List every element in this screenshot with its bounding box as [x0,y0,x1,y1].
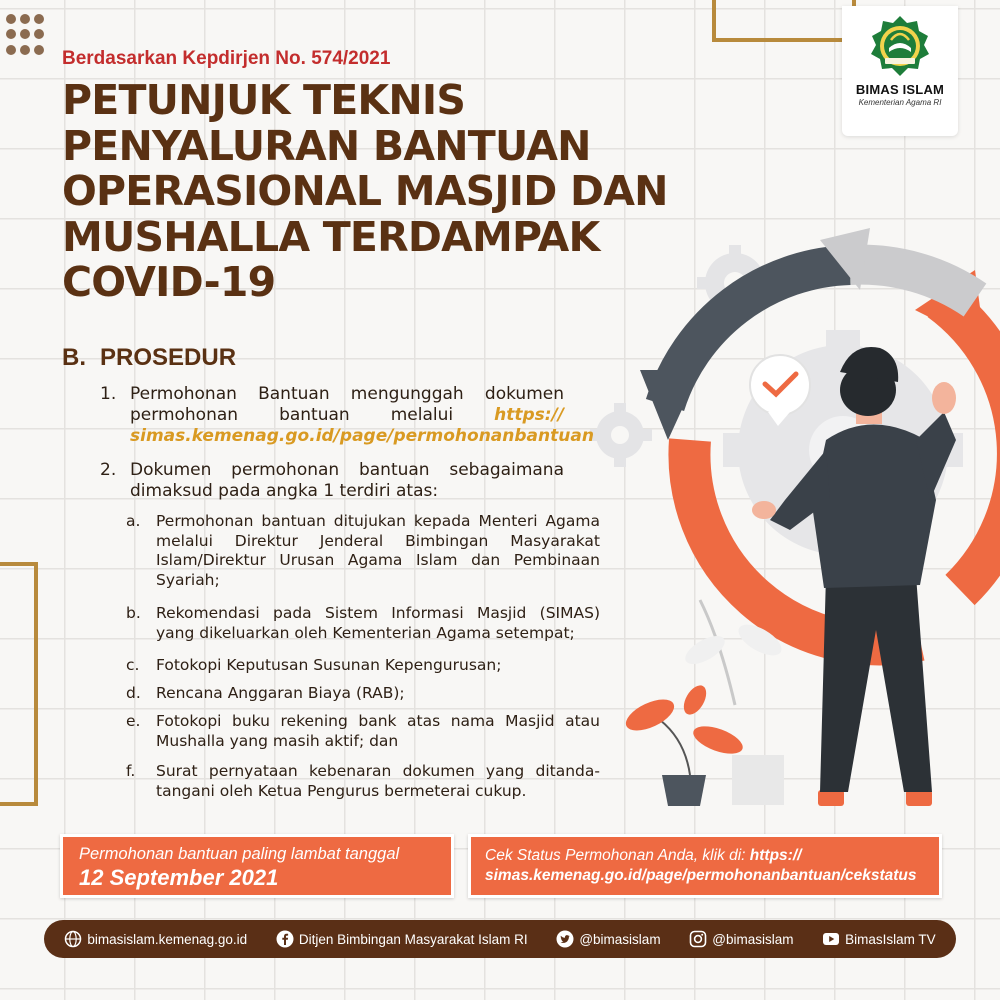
youtube-text: BimasIslam TV [845,931,936,947]
status-link[interactable]: simas.kemenag.go.id/page/permohonanbantuan/cekstatus [485,867,917,884]
item-text: Fotokopi buku rekening bank atas nama Masjid atau Mushalla yang masih aktif; dan [156,712,600,750]
item-letter: c. [126,656,140,674]
list-item [126,684,602,704]
step-text-body: Permohonan Bantuan mengunggah dokumen permohonan bantuan melalui [130,384,564,425]
footer-twitter[interactable] [556,930,660,948]
item-text: Rekomendasi pada Sistem Informasi Masjid (SIMAS) yang dikeluarkan oleh Kementerian Agama setempat; [156,604,600,642]
social-footer [44,920,956,958]
decorative-dots [6,14,48,56]
youtube-icon [822,930,840,948]
list-item [126,656,602,676]
application-link[interactable]: https:// simas.kemenag.go.id/page/permohonanbantuan [130,405,594,446]
section-title: PROSEDUR [100,344,237,371]
globe-icon [64,930,82,948]
item-text: Surat pernyataan kebenaran dokumen yang ditanda-tangani oleh Ketua Pengurus bermeterai cukup. [156,762,600,800]
list-item [126,712,602,752]
page-title: PETUNJUK TEKNIS PENYALURAN BANTUAN OPERASIONAL MASJID DAN MUSHALLA TERDAMPAK COVID-19 [62,76,668,306]
item-letter: d. [126,684,141,702]
decree-reference: Berdasarkan Kepdirjen No. 574/2021 [62,48,391,69]
step-number: 1. [100,384,117,404]
step-text [130,384,594,447]
decorative-frame-top [712,0,856,42]
status-link-scheme[interactable]: https:// [749,847,802,864]
list-item [126,512,602,592]
item-letter: a. [126,512,141,530]
plant-icon [621,600,786,806]
item-letter: b. [126,604,141,622]
status-check-card[interactable] [468,834,942,898]
item-letter: f. [126,762,136,780]
ministry-logo [842,6,958,136]
facebook-text: Ditjen Bimbingan Masyarakat Islam RI [298,931,528,947]
status-label [485,847,801,865]
list-item [100,384,594,448]
item-text: Rencana Anggaran Biaya (RAB); [156,684,405,702]
item-letter: e. [126,712,141,730]
status-label-text: Cek Status Permohonan Anda, klik di: [485,847,746,864]
footer-instagram[interactable] [689,930,793,948]
list-item [100,460,570,504]
instagram-text: @bimasislam [712,931,794,947]
deadline-date: 12 September 2021 [79,865,279,890]
item-text: Fotokopi Keputusan Susunan Kepengurusan; [156,656,502,674]
illustration-man-with-gears [590,228,1000,828]
step-text: Dokumen permohonan bantuan sebagaimana dimaksud pada angka 1 terdiri atas: [130,460,564,501]
section-number: B. [62,344,86,371]
website-text: bimasislam.kemenag.go.id [87,931,248,947]
logo-title: BIMAS ISLAM [855,82,945,97]
emblem-icon [867,14,933,80]
list-item [126,604,602,644]
footer-youtube[interactable] [822,930,936,948]
step-number: 2. [100,460,117,480]
deadline-label: Permohonan bantuan paling lambat tanggal [79,845,400,863]
twitter-text: @bimasislam [579,931,661,947]
decorative-frame-left [0,562,38,806]
item-text: Permohonan bantuan ditujukan kepada Menteri Agama melalui Direktur Jenderal Bimbingan Masyarakat Islam/Direktur Urusan Agama Islam dan Pembinaan Syariah; [156,512,600,589]
gear-icon [590,403,652,467]
facebook-icon [276,930,294,948]
instagram-icon [689,930,707,948]
footer-facebook[interactable] [276,930,528,948]
deadline-card [60,834,454,898]
section-heading [62,344,236,372]
twitter-icon [556,930,574,948]
logo-subtitle: Kementerian Agama RI [858,98,942,107]
footer-website[interactable] [64,930,247,948]
list-item [126,762,602,802]
